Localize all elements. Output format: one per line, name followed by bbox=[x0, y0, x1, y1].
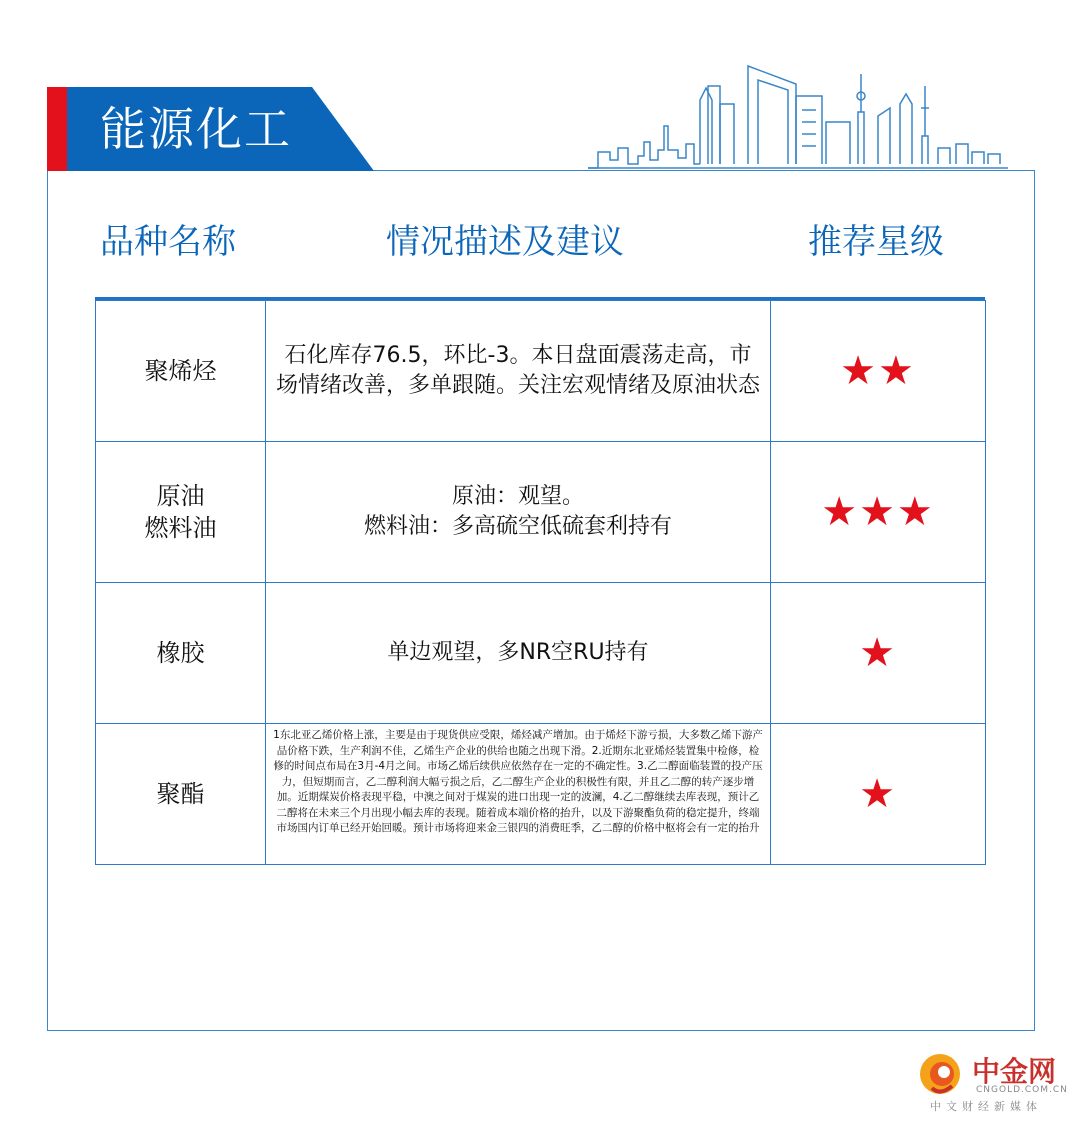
recommendation-table bbox=[95, 300, 986, 865]
description-line: 燃料油：多高硫空低硫套利持有 bbox=[363, 514, 672, 539]
star-rating: ★★ bbox=[771, 301, 986, 442]
table-row bbox=[96, 442, 986, 583]
variety-name: 聚酯 bbox=[96, 724, 266, 865]
star-rating: ★ bbox=[771, 724, 986, 865]
description-line: 原油：观望。 bbox=[451, 484, 584, 509]
variety-description bbox=[266, 442, 771, 583]
star-rating: ★ bbox=[771, 583, 986, 724]
logo-domain: CNGOLD.COM.CN bbox=[976, 1085, 1068, 1095]
header-description: 情况描述及建议 bbox=[386, 222, 624, 262]
variety-name: 橡胶 bbox=[96, 583, 266, 724]
logo-slogan: 中文财经新媒体 bbox=[930, 1100, 1042, 1113]
header-rating: 推荐星级 bbox=[808, 222, 944, 262]
variety-name bbox=[96, 442, 266, 583]
variety-name-line: 燃料油 bbox=[144, 514, 217, 542]
variety-description: 石化库存76.5，环比-3。本日盘面震荡走高，市场情绪改善，多单跟随。关注宏观情绪及原油状态 bbox=[266, 301, 771, 442]
variety-description: 单边观望，多NR空RU持有 bbox=[266, 583, 771, 724]
variety-name-line: 原油 bbox=[156, 482, 205, 510]
star-rating: ★★★ bbox=[771, 442, 986, 583]
table-row bbox=[96, 724, 986, 865]
title-red-bar bbox=[47, 87, 67, 171]
logo-name: 中金网 bbox=[972, 1055, 1057, 1088]
section-title: 能源化工 bbox=[100, 102, 292, 156]
header-name: 品种名称 bbox=[100, 222, 236, 262]
city-skyline-illustration bbox=[588, 60, 1013, 172]
table-row bbox=[96, 583, 986, 724]
table-row bbox=[96, 301, 986, 442]
variety-description: 1东北亚乙烯价格上涨，主要是由于现货供应受限，烯烃减产增加。由于烯烃下游亏损，大多数乙烯下游产品价格下跌，生产利润不佳，乙烯生产企业的供给也随之出现下滑。2.近期东北亚烯烃装置集中检修，检修的时间点布局在3月-4月之间。市场乙烯后续供应依然存在一定的不确定性。3.乙二醇面临装置的投产压力，但短期而言，乙二醇利润大幅亏损之后，乙二醇生产企业的积极性有限，并且乙二醇的转产逐步增加。近期煤炭价格表现平稳，中澳之间对于煤炭的进口出现一定的波澜，4.乙二醇继续去库表现，预计乙二醇将在未来三个月出现小幅去库的表现。随着成本端价格的抬升，以及下游聚酯负荷的稳定提升，终端市场国内订单已经开始回暖。预计市场将迎来金三银四的消费旺季，乙二醇的价格中枢将会有一定的抬升 bbox=[266, 724, 771, 865]
variety-name: 聚烯烃 bbox=[96, 301, 266, 442]
